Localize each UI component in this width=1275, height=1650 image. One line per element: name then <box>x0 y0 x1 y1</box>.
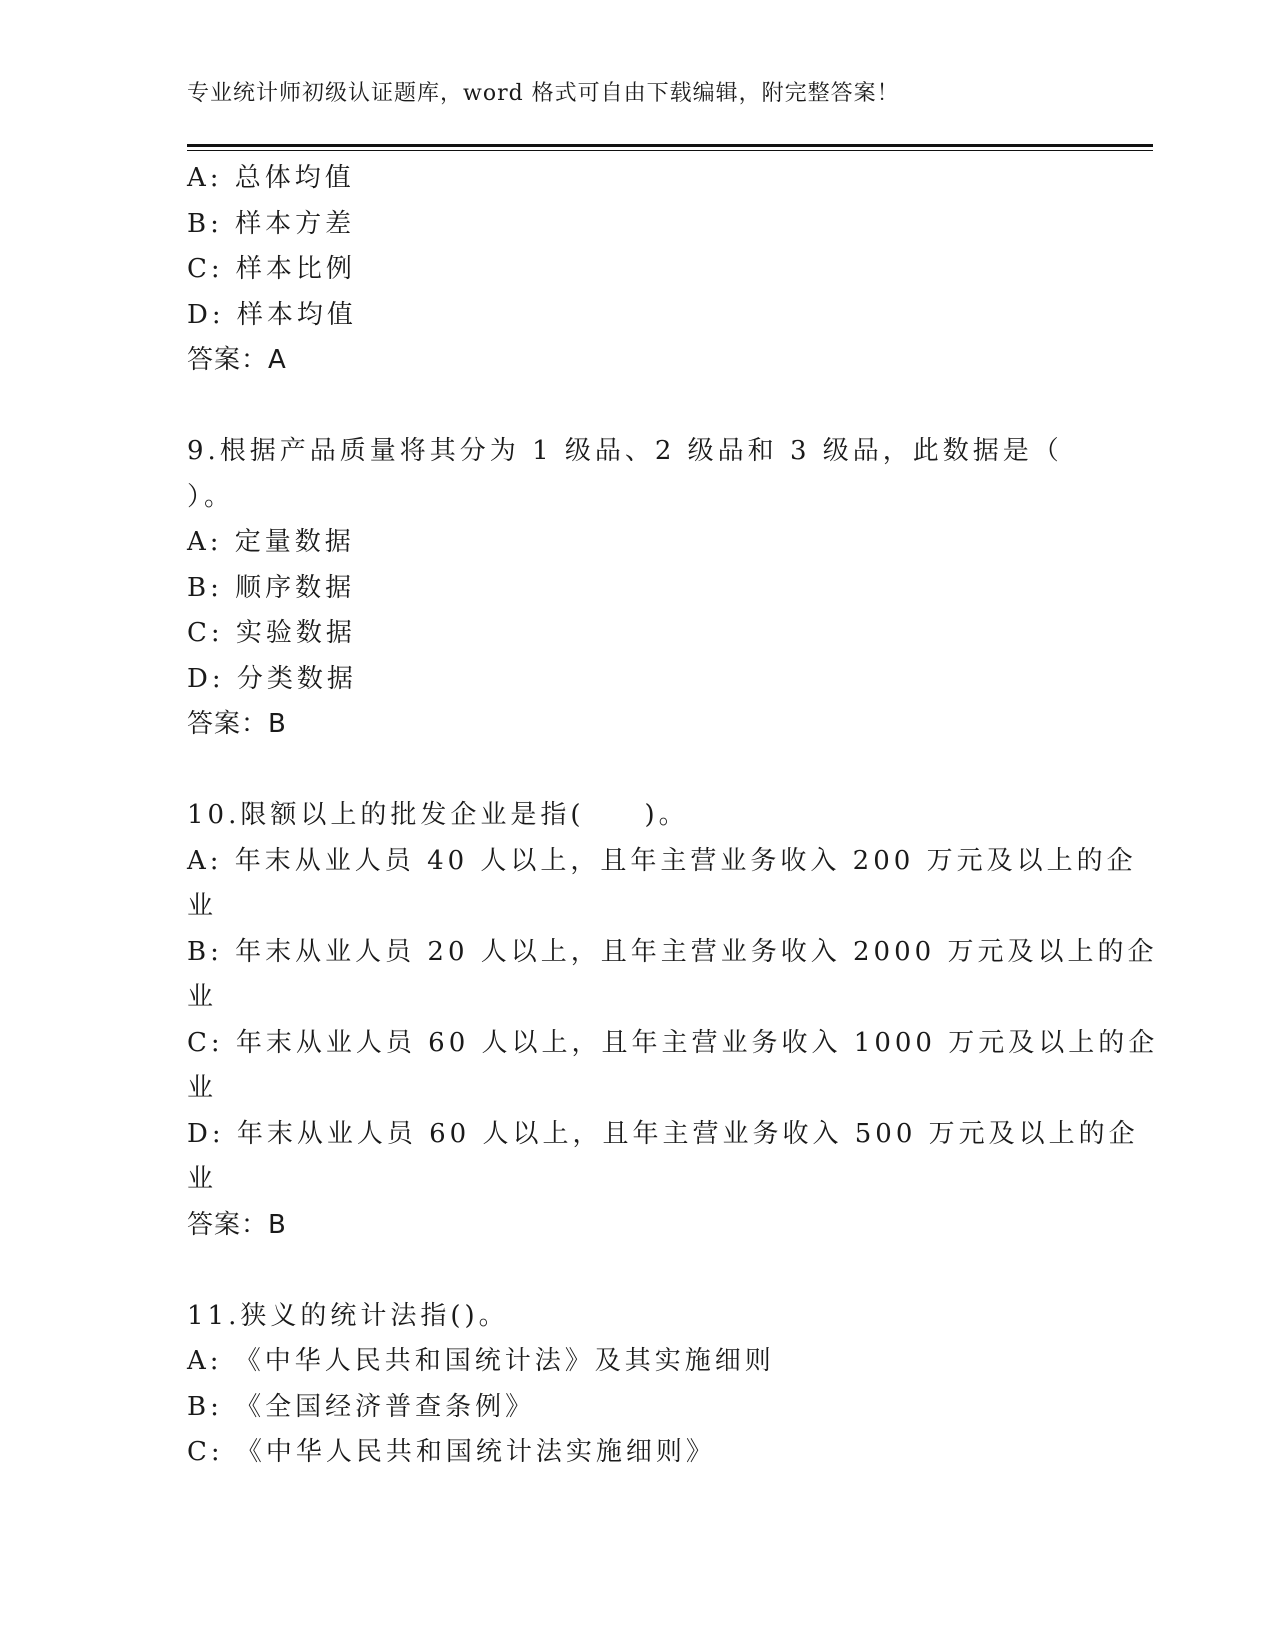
option-b: B: 年末从业人员 20 人以上，且年主营业务收入 2000 万元及以上的企 <box>187 936 1158 967</box>
question-stem-continued: ）。 <box>187 481 235 512</box>
option-d: D: 分类数据 <box>187 663 357 694</box>
option-a: A: 《中华人民共和国统计法》及其实施细则 <box>187 1346 775 1376</box>
option-b-continued: 业 <box>187 982 218 1012</box>
question-11 <box>187 1294 1087 1476</box>
question-8 <box>187 156 1087 384</box>
option-c: C: 样本比例 <box>187 254 356 284</box>
answer-label: 答案：A <box>187 345 287 375</box>
option-d: D: 年末从业人员 60 人以上，且年主营业务收入 500 万元及以上的企 <box>187 1118 1139 1149</box>
option-a: A: 总体均值 <box>187 163 355 193</box>
option-b: B: 《全国经济普查条例》 <box>187 1391 536 1422</box>
option-d-continued: 业 <box>187 1164 218 1194</box>
spacer <box>187 384 1087 430</box>
option-a: A: 定量数据 <box>187 527 355 557</box>
spacer <box>187 1248 1087 1294</box>
option-a-continued: 业 <box>187 891 218 921</box>
question-content <box>187 156 1159 1476</box>
option-c: C: 《中华人民共和国统计法实施细则》 <box>187 1437 716 1467</box>
option-b: B: 样本方差 <box>187 208 356 239</box>
header-rule-thin <box>187 150 1153 151</box>
answer-label: 答案：B <box>187 709 287 739</box>
option-a: A: 年末从业人员 40 人以上，且年主营业务收入 200 万元及以上的企 <box>187 845 1137 876</box>
spacer <box>187 748 1087 794</box>
question-10 <box>187 793 1159 1248</box>
answer-label: 答案：B <box>187 1209 287 1240</box>
page-header: 专业统计师初级认证题库，word 格式可自由下载编辑，附完整答案！ <box>187 81 900 106</box>
option-d: D: 样本均值 <box>187 299 357 330</box>
question-9 <box>187 429 1087 748</box>
option-c: C: 实验数据 <box>187 618 356 648</box>
option-c: C: 年末从业人员 60 人以上，且年主营业务收入 1000 万元及以上的企 <box>187 1027 1159 1058</box>
question-stem: 11.狭义的统计法指()。 <box>187 1300 509 1331</box>
option-b: B: 顺序数据 <box>187 572 356 603</box>
option-c-continued: 业 <box>187 1073 218 1103</box>
question-stem: 9.根据产品质量将其分为 1 级品、2 级品和 3 级品，此数据是（ <box>187 436 1063 466</box>
question-stem: 10.限额以上的批发企业是指( )。 <box>187 800 689 830</box>
header-rule-thick <box>187 144 1153 147</box>
